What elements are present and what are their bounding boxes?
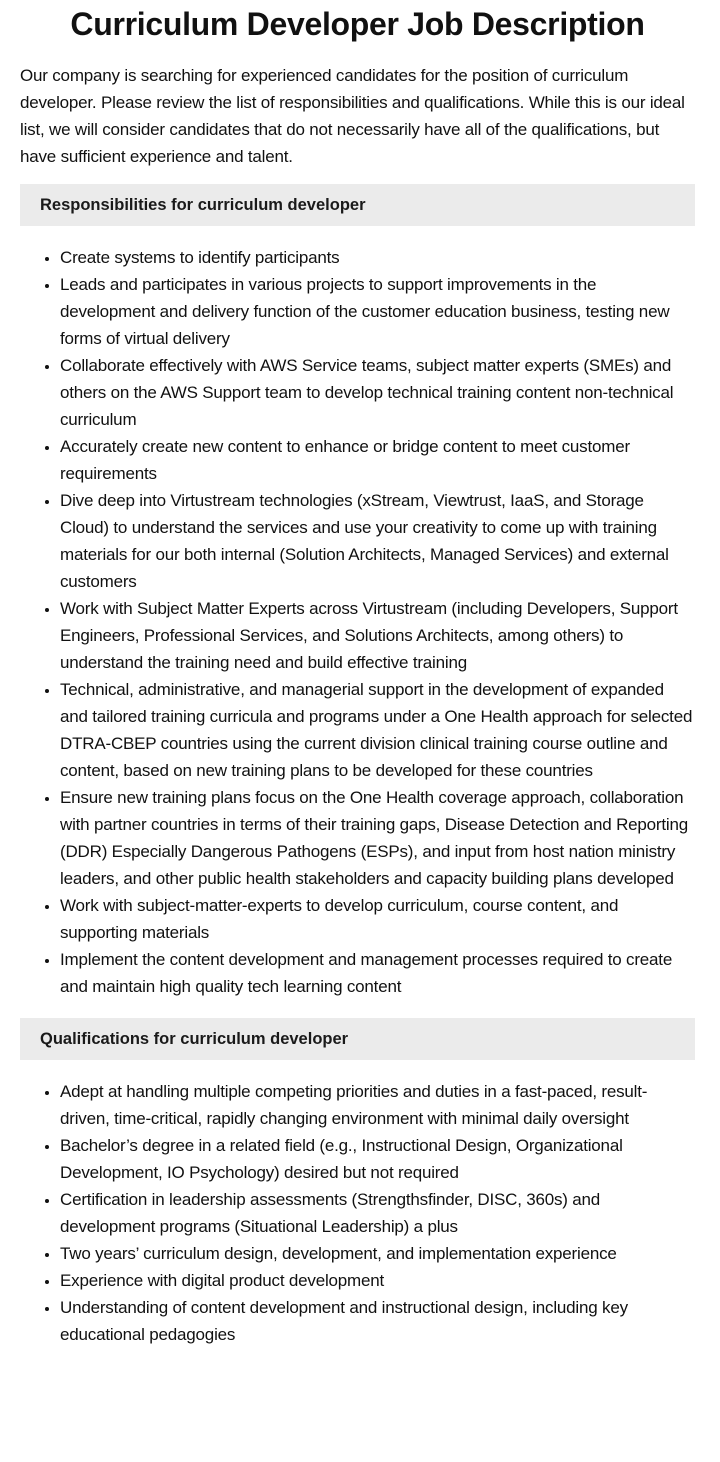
list-item: • Ensure new training plans focus on the One Health coverage approach, collaboration with partner countries in terms of their training gaps, Disease Detection and Reporting (DDR) Especially Dangerous Pathogens (ESPs), and input from host nation ministry leaders, and other public health stakeholders and capacity building plans developed bbox=[60, 784, 695, 892]
list-item: • Certification in leadership assessments (Strengthsfinder, DISC, 360s) and development programs (Situational Leadership) a plus bbox=[60, 1186, 695, 1240]
list-item: • Accurately create new content to enhance or bridge content to meet customer requirements bbox=[60, 433, 695, 487]
list-item: • Create systems to identify participants bbox=[60, 244, 695, 271]
list-item: • Experience with digital product development bbox=[60, 1267, 695, 1294]
qualifications-list bbox=[20, 1078, 695, 1348]
list-item: • Work with Subject Matter Experts across Virtustream (including Developers, Support Engineers, Professional Services, and Solutions Architects, among others) to understand the training need and build effective training bbox=[60, 595, 695, 676]
page-title: Curriculum Developer Job Description bbox=[70, 6, 645, 42]
responsibilities-list bbox=[20, 244, 695, 1000]
qualifications-heading: Qualifications for curriculum developer bbox=[20, 1018, 695, 1060]
intro-paragraph: Our company is searching for experienced candidates for the position of curriculum developer. Please review the list of responsibilities and qualifications. While this is our ideal list, we will consider candidates that do not necessarily have all of the qualifications, but have sufficient experience and talent. bbox=[20, 66, 685, 166]
list-item: • Dive deep into Virtustream technologies (xStream, Viewtrust, IaaS, and Storage Cloud) to understand the services and use your creativity to come up with training materials for our both internal (Solution Architects, Managed Services) and external customers bbox=[60, 487, 695, 595]
list-item: • Two years’ curriculum design, development, and implementation experience bbox=[60, 1240, 695, 1267]
list-item: • Understanding of content development and instructional design, including key educational pedagogies bbox=[60, 1294, 695, 1348]
list-item: • Technical, administrative, and managerial support in the development of expanded and tailored training curricula and programs under a One Health approach for selected DTRA-CBEP countries using the current division clinical training course outline and content, based on new training plans to be developed for these countries bbox=[60, 676, 695, 784]
responsibilities-heading: Responsibilities for curriculum developer bbox=[20, 184, 695, 226]
list-item: • Implement the content development and management processes required to create and maintain high quality tech learning content bbox=[60, 946, 695, 1000]
list-item: • Leads and participates in various projects to support improvements in the development and delivery function of the customer education business, testing new forms of virtual delivery bbox=[60, 271, 695, 352]
list-item: • Work with subject-matter-experts to develop curriculum, course content, and supporting materials bbox=[60, 892, 695, 946]
list-item: • Adept at handling multiple competing priorities and duties in a fast-paced, result-driven, time-critical, rapidly changing environment with minimal daily oversight bbox=[60, 1078, 695, 1132]
list-item: • Bachelor’s degree in a related field (e.g., Instructional Design, Organizational Development, IO Psychology) desired but not required bbox=[60, 1132, 695, 1186]
list-item: • Collaborate effectively with AWS Service teams, subject matter experts (SMEs) and others on the AWS Support team to develop technical training content non-technical curriculum bbox=[60, 352, 695, 433]
